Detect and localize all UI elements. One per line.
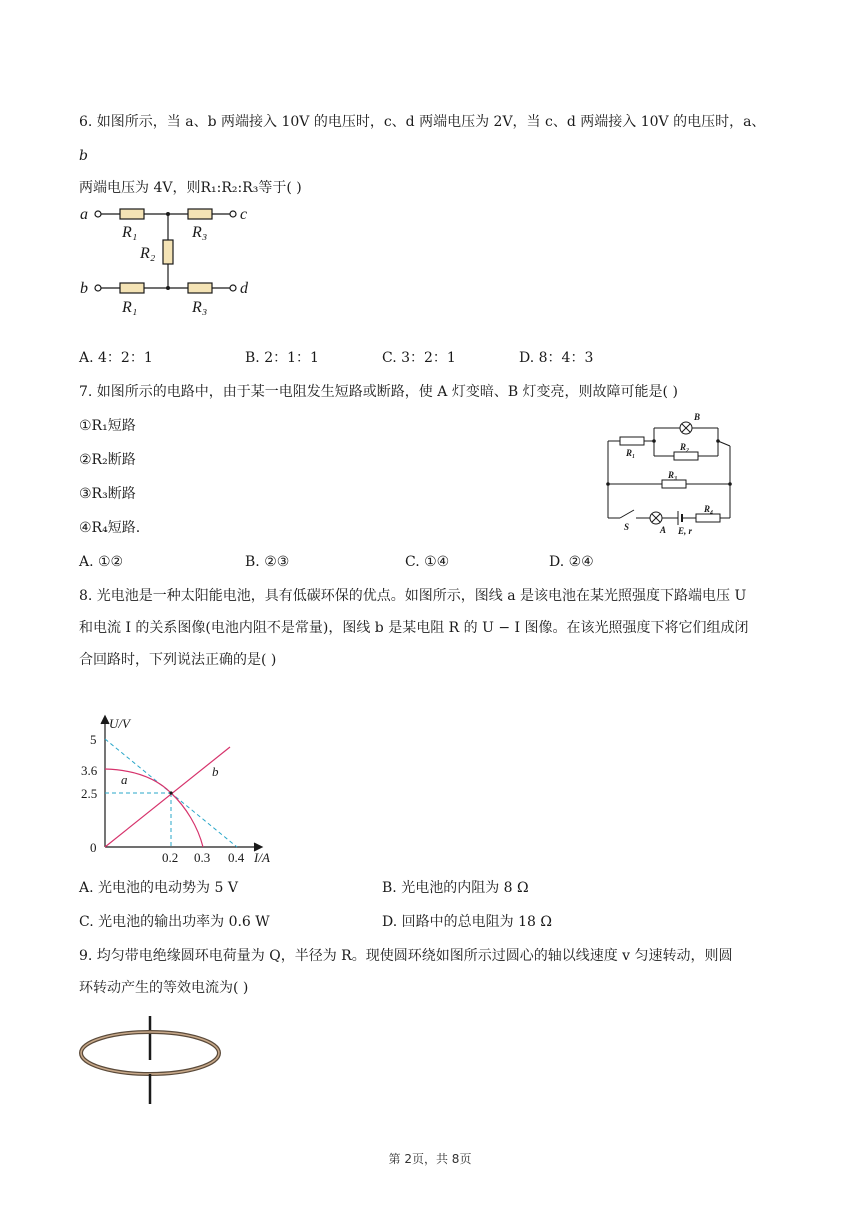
q6-label-r3-bot: R₃ — [192, 299, 208, 316]
q6-option-a[interactable]: A. 4：2：1 — [79, 350, 153, 366]
q6-label-r3-top: R₃ — [192, 224, 208, 241]
q6-label-c: c — [240, 206, 248, 223]
q6-circuit-figure — [78, 200, 268, 325]
q6-label-a: a — [80, 206, 88, 223]
q7-option-d[interactable]: D. ②④ — [549, 554, 594, 570]
q8-xlabel: I/A — [254, 850, 270, 865]
q8-xtick-0-2: 0.2 — [162, 850, 179, 865]
q6-label-r2: R₂ — [140, 245, 156, 262]
q6-label-b: b — [80, 280, 88, 297]
q7-item-2: ②R₂断路 — [79, 452, 136, 468]
q7-option-c[interactable]: C. ①④ — [405, 554, 450, 570]
q7-option-b[interactable]: B. ②③ — [245, 554, 290, 570]
q7-item-4: ④R₄短路. — [79, 520, 141, 536]
q8-option-c[interactable]: C. 光电池的输出功率为 0.6 W — [79, 914, 270, 930]
q6-option-c[interactable]: C. 3：2：1 — [382, 350, 456, 366]
q7-stem: 7. 如图所示的电路中，由于某一电阻发生短路或断路，使 A 灯变暗、B 灯变亮，则故障可能是( ) — [79, 384, 678, 400]
q7-label-r1: R₁ — [626, 448, 636, 458]
q8-ytick-0: 0 — [90, 840, 97, 855]
q6-stem-line3: 两端电压为 4V，则R₁:R₂:R₃等于( ) — [79, 180, 302, 196]
q8-option-d[interactable]: D. 回路中的总电阻为 18 Ω — [382, 914, 552, 930]
q8-stem-line2: 和电流 I 的关系图像(电池内阻不是常量)，图线 b 是某电阻 R 的 U − I 图像。在该光照强度下将它们组成闭 — [79, 620, 749, 636]
q9-stem-line1: 9. 均匀带电绝缘圆环电荷量为 Q，半径为 R。现使圆环绕如图所示过圆心的轴以线速度 v 匀速转动，则圆 — [79, 948, 733, 964]
q8-label-b: b — [212, 764, 219, 779]
q7-circuit-figure — [598, 406, 738, 536]
q6-label-r1-top: R₁ — [122, 224, 138, 241]
q7-label-s: S — [624, 522, 630, 532]
q7-label-r2: R₂ — [680, 442, 690, 452]
q8-curve-b — [105, 747, 230, 847]
q8-ylabel: U/V — [109, 716, 130, 731]
q6-label-r1-bot: R₁ — [122, 299, 138, 316]
q8-graph — [78, 712, 288, 867]
q6-option-b[interactable]: B. 2：1：1 — [245, 350, 319, 366]
q6-option-d[interactable]: D. 8：4：3 — [519, 350, 594, 366]
q6-stem-line2: b — [79, 148, 88, 164]
q7-option-a[interactable]: A. ①② — [79, 554, 124, 570]
page-footer: 第 2页，共 8页 — [388, 1152, 472, 1166]
q8-ytick-2-5: 2.5 — [81, 786, 98, 801]
q8-ytick-3-6: 3.6 — [81, 763, 98, 778]
q8-stem-line1: 8. 光电池是一种太阳能电池，具有低碳环保的优点。如图所示，图线 a 是该电池在某光照强度下路端电压 U — [79, 588, 747, 604]
q8-label-a: a — [121, 772, 128, 787]
q7-item-1: ①R₁短路 — [79, 418, 136, 434]
q7-label-r4: R₄ — [704, 504, 714, 514]
q8-stem-line3: 合回路时，下列说法正确的是( ) — [79, 652, 277, 668]
q6-label-d: d — [240, 280, 248, 297]
q8-ytick-5: 5 — [90, 732, 97, 747]
q9-stem-line2: 环转动产生的等效电流为( ) — [79, 980, 249, 996]
q9-ring-figure — [76, 1012, 224, 1108]
q7-item-3: ③R₃断路 — [79, 486, 136, 502]
q7-label-er: E, r — [678, 526, 693, 536]
q6-stem-line1: 6. 如图所示，当 a、b 两端接入 10V 的电压时，c、d 两端电压为 2V，当 c、d 两端接入 10V 的电压时，a、 — [79, 114, 766, 130]
q8-option-a[interactable]: A. 光电池的电动势为 5 V — [79, 880, 238, 896]
q8-option-b[interactable]: B. 光电池的内阻为 8 Ω — [382, 880, 529, 896]
q7-label-r3: R₃ — [668, 470, 678, 480]
q8-xtick-0-4: 0.4 — [228, 850, 245, 865]
q7-label-b: B — [694, 412, 701, 422]
q8-xtick-0-3: 0.3 — [194, 850, 211, 865]
q7-label-a: A — [660, 525, 667, 535]
